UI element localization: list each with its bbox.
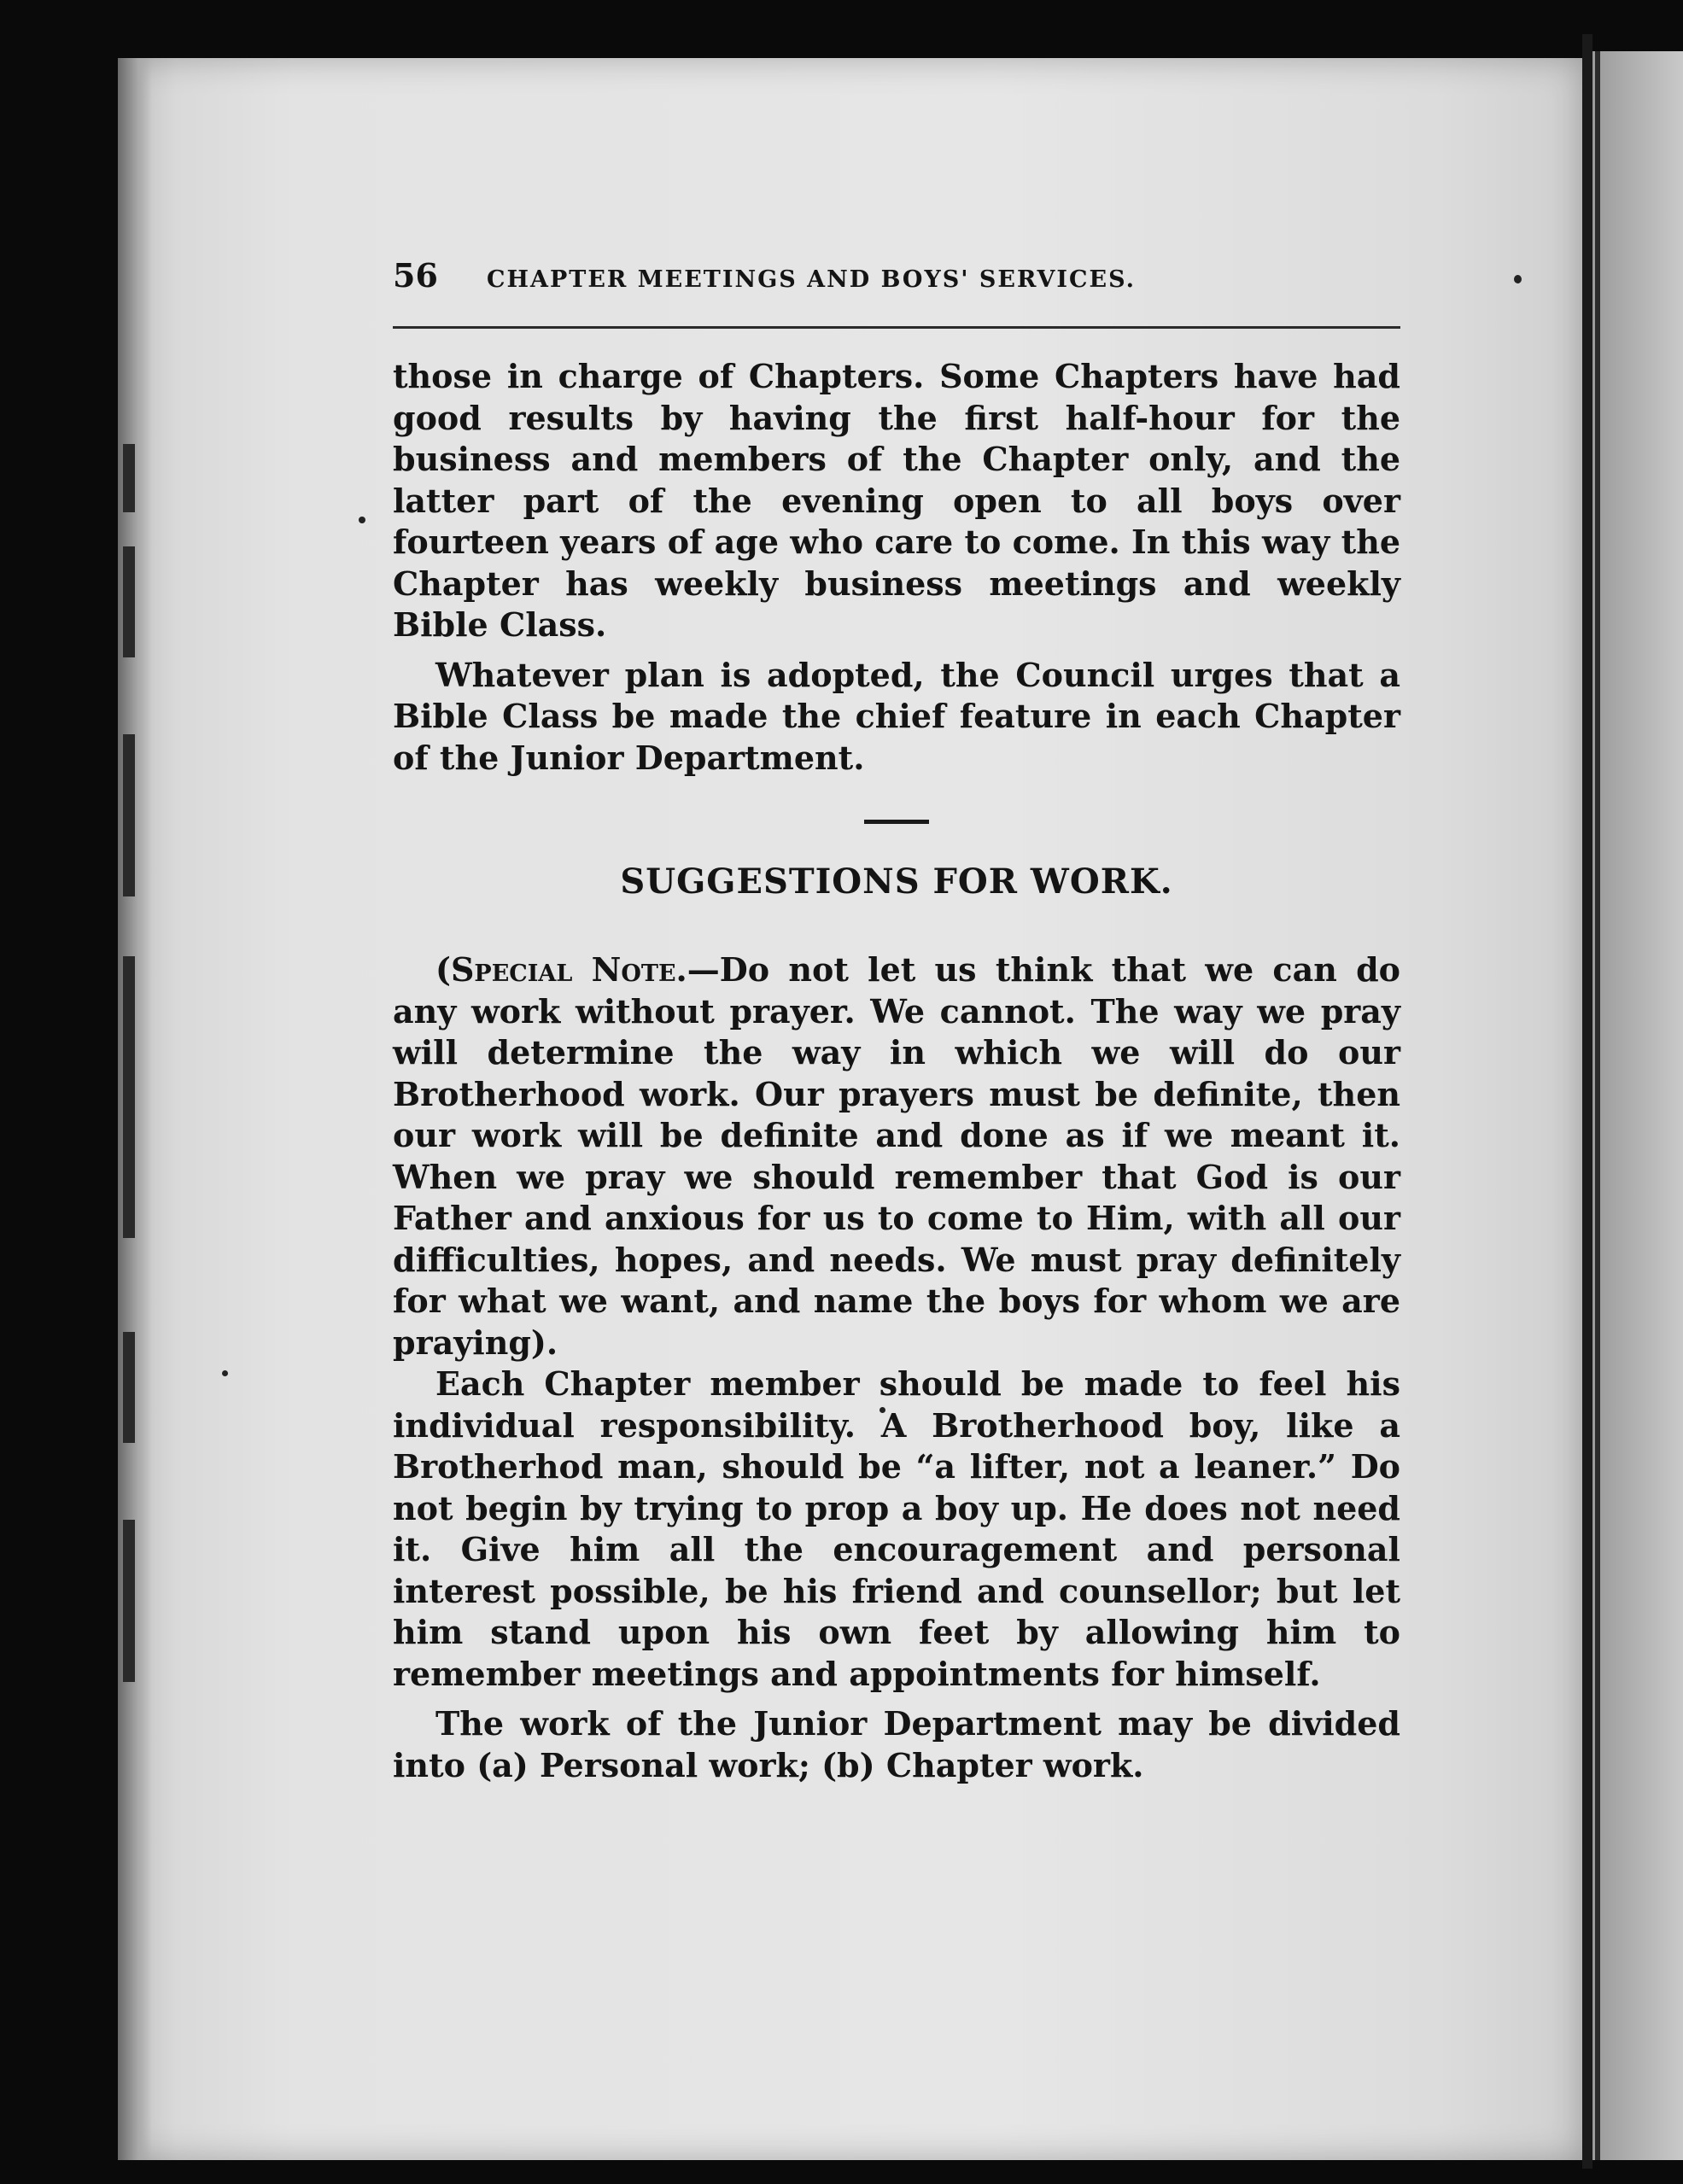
paragraph: The work of the Junior Department may be divided into (a) Personal work; (b) Chapter work. xyxy=(393,1704,1400,1784)
scan-speck xyxy=(222,1370,228,1376)
page-edge xyxy=(1582,34,1592,2169)
page-number: 56 xyxy=(393,256,438,295)
gutter-mark xyxy=(123,444,135,512)
gutter-mark xyxy=(123,546,135,657)
gutter-mark xyxy=(123,1520,135,1682)
header-mark xyxy=(1514,275,1522,283)
facing-page-edge xyxy=(1592,51,1683,2160)
note-text: —Do not let us think that we can do any work without prayer. We cannot. The way we pray will determine the way in which we will do our Brotherhood work. Our prayers must be definite, then our work will be definite and done as if we meant it. When we pray we should remember that God is our Father and anxious for us to come to Him, with all our difficulties, hopes, and needs. We must pray definitely for what we want, and name the boys for whom we are praying). xyxy=(393,950,1400,1362)
section-divider xyxy=(864,820,929,824)
header-rule xyxy=(393,326,1400,329)
gutter-mark xyxy=(123,1332,135,1443)
gutter-mark xyxy=(123,956,135,1238)
scan-speck xyxy=(359,517,365,523)
paragraph: Whatever plan is adopted, the Council urges that a Bible Class be made the chief feature in each Chapter of the Junior Department. xyxy=(393,655,1400,777)
gutter-mark xyxy=(123,734,135,896)
paragraph: those in charge of Chapters. Some Chapters have had good results by having the first half-hour for the business and members of the Chapter only, and the latter part of the evening open to all boys over fourteen years of age who care to come. In this way the Chapter has weekly business meetings and weekly Bible Class. xyxy=(393,357,1400,644)
running-title: CHAPTER MEETINGS AND BOYS' SERVICES. xyxy=(487,266,1137,293)
note-label: (Special Note. xyxy=(435,950,687,989)
special-note-paragraph xyxy=(393,949,1400,1364)
page-header xyxy=(393,256,1400,306)
facing-page-rule xyxy=(1595,51,1600,2160)
section-title: SUGGESTIONS FOR WORK. xyxy=(620,861,1173,902)
page-content xyxy=(393,256,1400,1786)
paragraph: Each Chapter member should be made to feel his individual responsibility. A Brotherhood boy, like a Brotherhod man, should be “a lifter, not a leaner.” Do not begin by trying to prop a boy up. He does not need it. Give him all the encouragement and personal interest possible, be his friend and counsellor; but let him stand upon his own feet by allowing him to remember meetings and appointments for himself. xyxy=(393,1364,1400,1693)
